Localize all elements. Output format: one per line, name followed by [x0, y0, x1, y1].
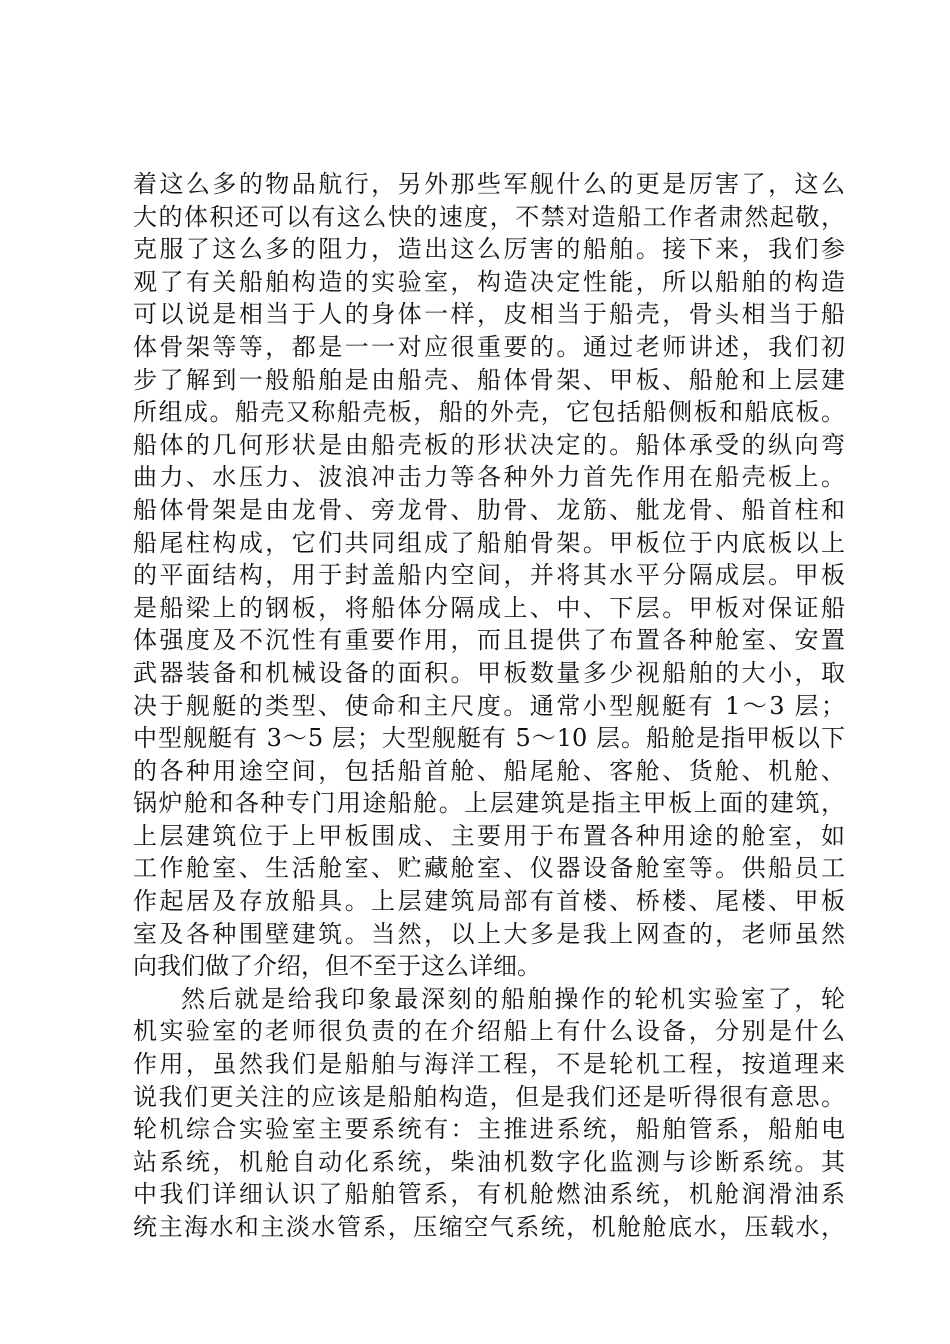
text-line: 中型舰艇有 3～5 层；大型舰艇有 5～10 层。船舱是指甲板以下 [133, 724, 845, 753]
text-line: 武器装备和机械设备的面积。甲板数量多少视船舶的大小，取 [133, 658, 845, 687]
text-line: 可以说是相当于人的身体一样，皮相当于船壳，骨头相当于船 [133, 300, 845, 329]
text-line: 轮机综合实验室主要系统有：主推进系统，船舶管系，船舶电 [133, 1115, 845, 1144]
text-line: 船尾柱构成，它们共同组成了船舶骨架。甲板位于内底板以上 [133, 528, 845, 557]
text-line: 船体的几何形状是由船壳板的形状决定的。船体承受的纵向弯 [133, 430, 845, 459]
text-line: 体骨架等等，都是一一对应很重要的。通过老师讲述，我们初 [133, 332, 845, 361]
text-line: 向我们做了介绍，但不至于这么详细。 [133, 952, 541, 981]
paragraph-2 [133, 983, 845, 1244]
body-text [133, 168, 845, 1244]
text-line: 室及各种围壁建筑。当然，以上大多是我上网查的，老师虽然 [133, 919, 845, 948]
text-line: 克服了这么多的阻力，造出这么厉害的船舶。接下来，我们参 [133, 235, 845, 264]
text-line: 工作舱室、生活舱室、贮藏舱室、仪器设备舱室等。供船员工 [133, 854, 845, 883]
text-line: 统主海水和主淡水管系，压缩空气系统，机舱舱底水，压载水， [133, 1213, 845, 1241]
text-line: 的各种用途空间，包括船首舱、船尾舱、客舱、货舱、机舱、 [133, 756, 845, 785]
text-line: 大的体积还可以有这么快的速度，不禁对造船工作者肃然起敬， [133, 202, 845, 231]
text-line: 站系统，机舱自动化系统，柴油机数字化监测与诊断系统。其 [133, 1147, 845, 1176]
text-line: 船体骨架是由龙骨、旁龙骨、肋骨、龙筋、舭龙骨、船首柱和 [133, 495, 845, 524]
text-line: 中我们详细认识了船舶管系，有机舱燃油系统，机舱润滑油系 [133, 1180, 845, 1209]
text-line: 机实验室的老师很负责的在介绍船上有什么设备，分别是什么 [133, 1017, 845, 1046]
text-line: 步了解到一般船舶是由船壳、船体骨架、甲板、船舱和上层建 [133, 365, 845, 394]
text-line: 曲力、水压力、波浪冲击力等各种外力首先作用在船壳板上。 [133, 463, 845, 492]
text-line: 决于舰艇的类型、使命和主尺度。通常小型舰艇有 1～3 层； [133, 691, 845, 720]
text-line: 体强度及不沉性有重要作用，而且提供了布置各种舱室、安置 [133, 626, 845, 655]
text-line: 的平面结构，用于封盖船内空间，并将其水平分隔成层。甲板 [133, 561, 845, 590]
text-line: 所组成。船壳又称船壳板，船的外壳，它包括船侧板和船底板。 [133, 398, 845, 427]
text-line: 作用，虽然我们是船舶与海洋工程，不是轮机工程，按道理来 [133, 1050, 845, 1079]
text-line: 着这么多的物品航行，另外那些军舰什么的更是厉害了，这么 [133, 170, 845, 198]
text-line: 锅炉舱和各种专门用途船舱。上层建筑是指主甲板上面的建筑， [133, 789, 845, 818]
paragraph-1 [133, 168, 845, 983]
text-line: 是船梁上的钢板，将船体分隔成上、中、下层。甲板对保证船 [133, 593, 845, 622]
text-line: 作起居及存放船具。上层建筑局部有首楼、桥楼、尾楼、甲板 [133, 887, 845, 916]
text-line: 观了有关船舶构造的实验室，构造决定性能，所以船舶的构造 [133, 267, 845, 296]
text-line: 说我们更关注的应该是船舶构造，但是我们还是听得很有意思。 [133, 1082, 845, 1111]
text-line: 上层建筑位于上甲板围成、主要用于布置各种用途的舱室，如 [133, 821, 845, 850]
text-line: 然后就是给我印象最深刻的船舶操作的轮机实验室了，轮 [181, 984, 845, 1013]
